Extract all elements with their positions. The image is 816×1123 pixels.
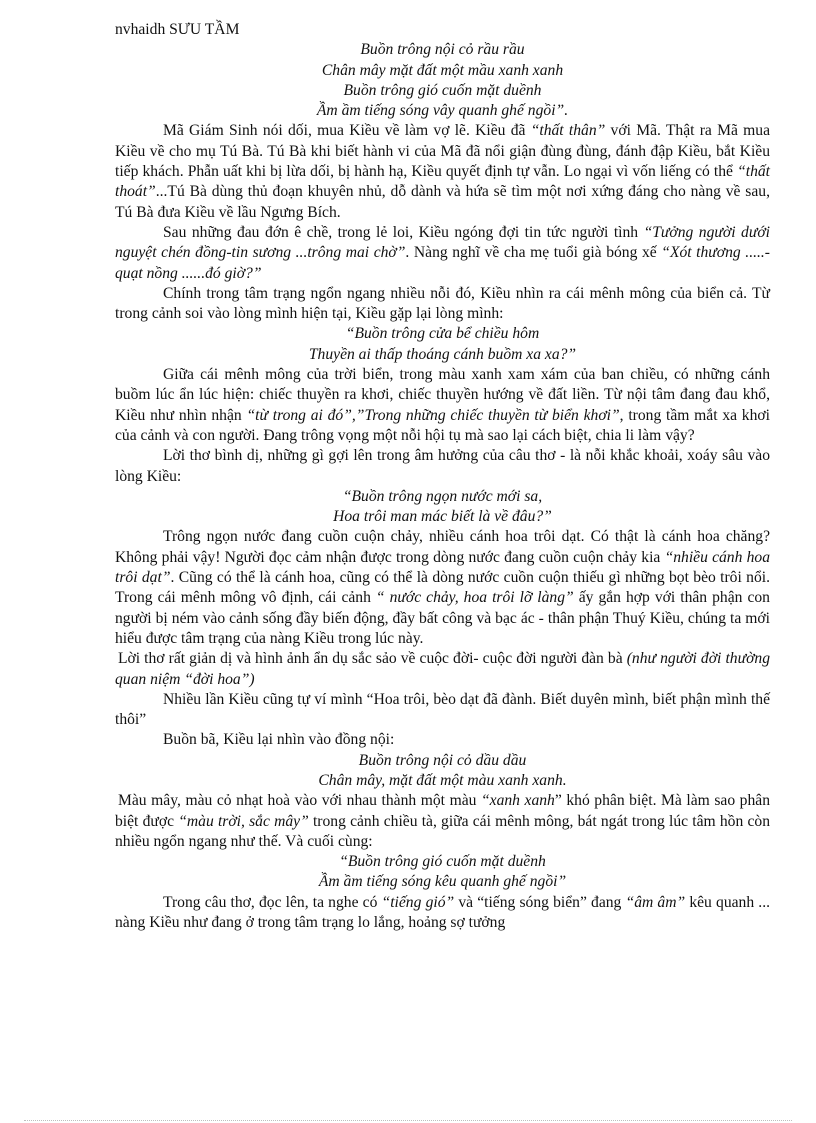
italic-text: “ nước chảy, hoa trôi lỡ làng” — [375, 589, 574, 607]
verse-block-1 — [115, 40, 770, 121]
italic-text: “từ trong ai đó”,”Trong những chiếc thuyền từ biển khơi” — [246, 406, 620, 424]
verse-line: Chân mây mặt đất một mầu xanh xanh — [321, 61, 564, 79]
verse-block-3 — [115, 487, 770, 528]
paragraph-10 — [115, 791, 770, 852]
italic-text: “âm âm” — [625, 893, 686, 911]
text: Trong câu thơ, đọc lên, ta nghe có — [163, 893, 382, 911]
verse-line: Chân mây, mặt đất một màu xanh xanh. — [318, 771, 567, 789]
italic-text: “thất thoát” — [115, 163, 770, 201]
paragraph-7 — [115, 649, 770, 690]
italic-text: “thất thân” — [530, 122, 606, 140]
text: ” khó phân biệt. Mà làm sao phân biệt được — [115, 792, 770, 830]
text: Trông ngọn nước đang cuồn cuộn chảy, nhiều cánh hoa trôi dạt. Có thật là cánh hoa chăng? Không phải vậy! Người đọc cảm nhận được trong dòng nước đang cuồn cuộn chảy kia — [115, 528, 770, 566]
text: . Cũng có thể là cánh hoa, cũng có thể là dòng nước cuồn cuộn thiếu gì những bọt bèo trôi nổi. Trong cái mênh mông vô định, cái cảnh — [115, 569, 770, 607]
text: ...Tú Bà dùng thủ đoạn khuyên nhủ, dỗ dành và hứa sẽ tìm một nơi xứng đáng cho nàng về sau, Tú Bà đưa Kiều về lầu Ngưng Bích. — [115, 183, 770, 221]
verse-line: “Buồn trông cửa bể chiều hôm — [345, 325, 540, 343]
text: Sau những đau đớn ê chề, trong lẻ loi, Kiều ngóng đợi tin tức người tình — [163, 223, 644, 241]
verse-block-5 — [115, 852, 770, 893]
verse-line: Hoa trôi man mác biết là về đâu?” — [333, 508, 552, 526]
paragraph-1 — [115, 121, 770, 222]
paragraph-3: Chính trong tâm trạng ngổn ngang nhiều nỗi đó, Kiều nhìn ra cái mênh mông của biển cả. Từ trong cảnh soi vào lòng mình hiện tại, Kiều gặp lại lòng mình: — [115, 284, 770, 323]
verse-line: Thuyền ai thấp thoáng cánh buồm xa xa?” — [308, 345, 577, 363]
paragraph-9: Buồn bã, Kiều lại nhìn vào đồng nội: — [163, 731, 395, 749]
document-page — [115, 20, 770, 933]
text: ấy gắn hợp với thân phận con người bị ném vào cảnh sống đầy biến động, đầy bất công và bạc ác - thân phận Thuý Kiều, chúng ta mới hiểu được tâm trạng của nàng Kiều trong lúc này. — [115, 589, 770, 647]
verse-line: Ầm ầm tiếng sóng kêu quanh ghế ngồi” — [318, 873, 567, 891]
paragraph-2 — [115, 223, 770, 284]
page-bottom-divider — [24, 1120, 792, 1121]
italic-text: “màu trời, sắc mây” — [178, 812, 309, 830]
text: và “tiếng sóng biển” đang — [454, 893, 626, 911]
paragraph-11 — [115, 893, 770, 934]
text: kêu quanh ... nàng Kiều như đang ở trong tâm trạng lo lắng, hoảng sợ tưởng — [115, 893, 770, 932]
verse-block-2 — [115, 324, 770, 365]
document-header: nvhaidh SƯU TẦM — [115, 21, 240, 38]
verse-line: Buồn trông gió cuốn mặt duềnh — [343, 81, 542, 99]
text: Giữa cái mênh mông của trời biển, trong màu xanh xam xám của ban chiều, có những cánh buồm lúc ẩn lúc hiện: chiếc thuyền ra khơi, chiếc thuyền hướng về đất liền. Từ nội tâm đang đau khổ, Kiều như nhìn nhận — [115, 366, 770, 424]
italic-text: (như người đời thường quan niệm “đời hoa”) — [115, 650, 771, 688]
text: . Nàng nghĩ về cha mẹ tuổi già bóng xế — [405, 244, 662, 262]
text: với Mã. Thật ra Mã mua Kiều về cho mụ Tú Bà. Tú Bà khi biết hành vi của Mã đã nổi giận đùng đùng, đánh đập Kiều, bắt Kiều tiếp khách. Phẫn uất khi bị lừa dối, bị hành hạ, Kiều quyết định tự vẫn. Lo ngại vì vốn liếng có thể — [115, 122, 770, 181]
paragraph-6 — [115, 527, 770, 649]
italic-text: “tiếng gió” — [381, 893, 455, 911]
text: Màu mây, màu cỏ nhạt hoà vào với nhau thành một màu — [118, 792, 481, 810]
text: Mã Giám Sinh nói dối, mua Kiều về làm vợ lẽ. Kiều đã — [163, 122, 531, 140]
text: , trong tầm mắt xa khơi của cảnh và con người. Đang trông vọng một nỗi hội tụ mà sao lại cách biệt, chia li làm vậy? — [115, 406, 770, 444]
text: trong cảnh chiều tà, giữa cái mênh mông, bát ngát trong lúc tâm hồn còn nhiều ngổn ngang như thế. Và cuối cùng: — [115, 812, 770, 850]
italic-text: “Tưởng người dưới nguyệt chén đồng-tin sương ...trông mai chờ” — [115, 223, 770, 262]
paragraph-8: Nhiều lần Kiều cũng tự ví mình “Hoa trôi, bèo dạt đã đành. Biết duyên mình, biết phận mình thế thôi” — [115, 690, 770, 729]
paragraph-4 — [115, 365, 770, 446]
verse-block-4 — [115, 751, 770, 792]
paragraph-5: Lời thơ bình dị, những gì gợi lên trong âm hưởng của câu thơ - là nỗi khắc khoải, xoáy sâu vào lòng Kiều: — [115, 447, 770, 485]
verse-line: “Buồn trông ngọn nước mới sa, — [342, 487, 543, 505]
verse-line: Buồn trông nội cỏ dầu dầu — [358, 751, 527, 769]
italic-text: “xanh xanh — [480, 792, 555, 810]
verse-line: Buồn trông nội cỏ rầu rầu — [360, 41, 525, 59]
italic-text: “nhiều cánh hoa trôi dạt” — [115, 548, 770, 587]
text: Lời thơ rất giản dị và hình ảnh ẩn dụ sắc sảo về cuộc đời- cuộc đời người đàn bà — [118, 650, 627, 668]
verse-line: Ầm ầm tiếng sóng vây quanh ghế ngồi”. — [316, 102, 569, 120]
verse-line: “Buồn trông gió cuốn mặt duềnh — [339, 853, 546, 871]
italic-text: “Xót thương .....-quạt nồng ......đó giờ?” — [115, 244, 770, 282]
